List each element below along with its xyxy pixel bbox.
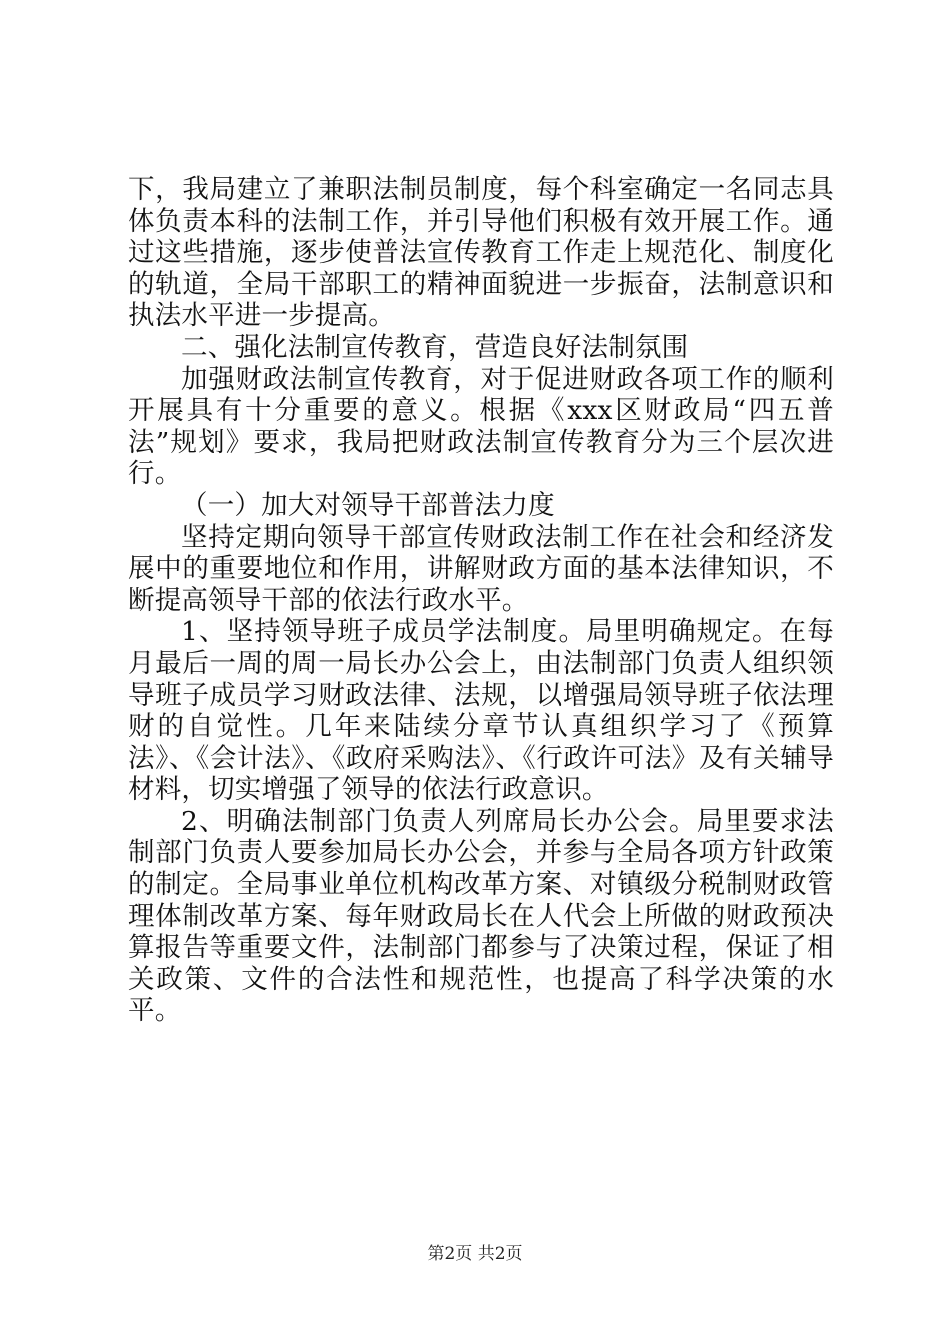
paragraph-leaders: 坚持定期向领导干部宣传财政法制工作在社会和经济发展中的重要地位和作用，讲解财政方面的基本法律知识，不断提高领导干部的依法行政水平。 (128, 521, 834, 616)
page-footer (0, 1243, 950, 1265)
subsection-heading-1: （一）加大对领导干部普法力度 (181, 489, 555, 521)
paragraph-continuation: 下，我局建立了兼职法制员制度，每个科室确定一名同志具体负责本科的法制工作，并引导他们积极有效开展工作。通过这些措施，逐步使普法宣传教育工作走上规范化、制度化的轨道，全局干部职工的精神面貌进一步振奋，法制意识和执法水平进一步提高。 (128, 174, 834, 332)
section-heading-2: 二、强化法制宣传教育，营造良好法制氛围 (181, 331, 689, 363)
paragraph-item-1: 1、坚持领导班子成员学法制度。局里明确规定。在每月最后一周的周一局长办公会上，由法制部门负责人组织领导班子成员学习财政法律、法规，以增强局领导班子依法理财的自觉性。几年来陆续分章节认真组织学习了《预算法》、《会计法》、《政府采购法》、《行政许可法》及有关辅导材料，切实增强了领导的依法行政意识。 (128, 616, 834, 806)
paragraph-item-2: 2、明确法制部门负责人列席局长办公会。局里要求法制部门负责人要参加局长办公会，并参与全局各项方针政策的制定。全局事业单位机构改革方案、对镇级分税制财政管理体制改革方案、每年财政局长在人代会上所做的财政预决算报告等重要文件，法制部门都参与了决策过程，保证了相关政策、文件的合法性和规范性，也提高了科学决策的水平。 (128, 805, 834, 1027)
paragraph-intro: 加强财政法制宣传教育，对于促进财政各项工作的顺利开展具有十分重要的意义。根据《xxx区财政局“四五普法”规划》要求，我局把财政法制宣传教育分为三个层次进行。 (128, 363, 834, 490)
page-number: 第2页 共2页 (427, 1244, 523, 1264)
document-body (128, 174, 834, 1027)
